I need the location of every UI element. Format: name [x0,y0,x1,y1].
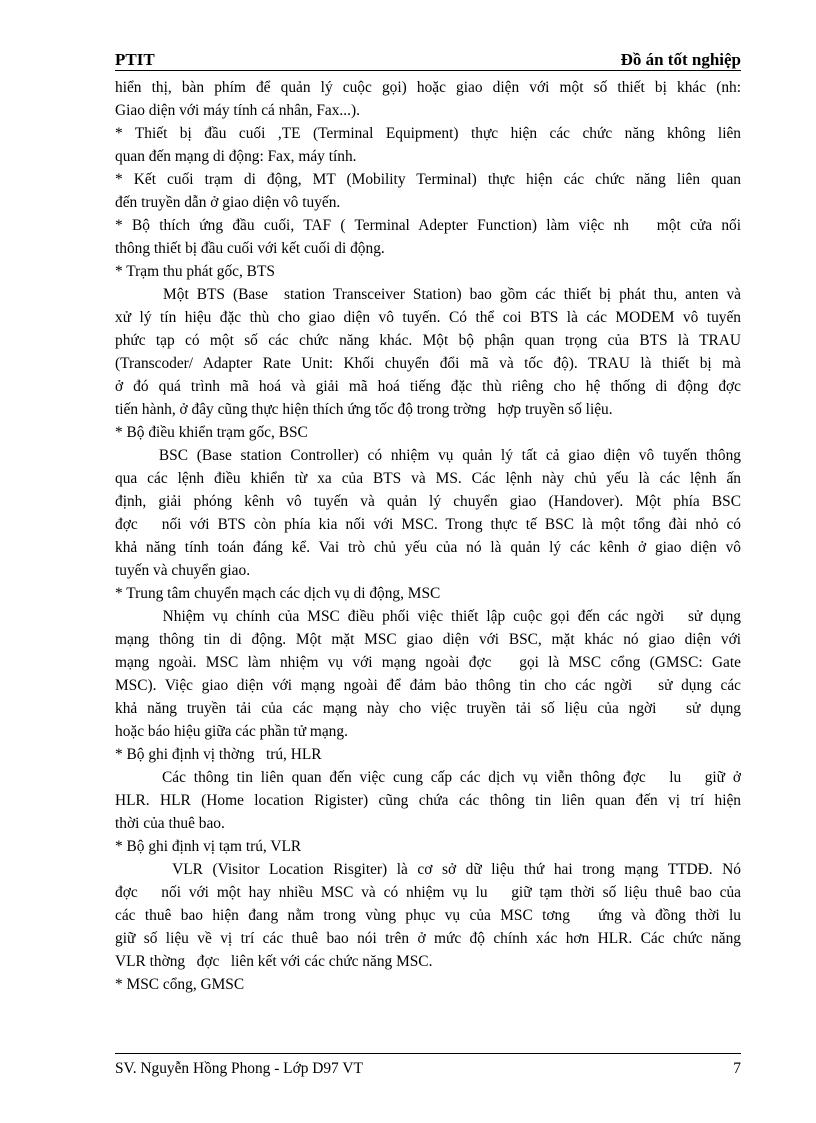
text-line: BSC (Base station Controller) có nhiệm vụ quản lý tất cả giao diện vô tuyến thông [115,447,741,464]
text-line: MSC). Việc giao diện với mạng ngoài để đảm bảo thông tin cho các ngời sử dụng các [115,677,741,694]
section-heading: * Bộ điều khiển trạm gốc, BSC [115,424,308,441]
text-line: khả năng truyền tải của các mạng này cho việc truyền tải số liệu của ngời sử dụng [115,700,741,717]
header-institution: PTIT [115,50,155,69]
text-line: Một BTS (Base station Transceiver Station) bao gồm các thiết bị phát thu, anten và [115,286,741,303]
body-text [115,76,741,996]
page-header [115,50,741,71]
text-line: đến truyền dẫn ở giao diện vô tuyến. [115,194,341,211]
section-heading: * Trung tâm chuyển mạch các dịch vụ di động, MSC [115,585,441,602]
text-line: mạng thông tin di động. Một mặt MSC giao diện với BSC, mặt khác nó giao diện với [115,631,741,648]
text-line: phức tạp có một số các chức năng khác. Một bộ phận quan trọng của BTS là TRAU [115,332,741,349]
text-line: tuyến và chuyển giao. [115,562,251,579]
section-heading: * Bộ ghi định vị thờng trú, HLR [115,746,322,763]
section-heading: * Bộ ghi định vị tạm trú, VLR [115,838,302,855]
text-line: mạng ngoài. MSC làm nhiệm vụ với mạng ngoài đợc gọi là MSC cổng (GMSC: Gate [115,654,741,671]
section-heading: * MSC cổng, GMSC [115,976,245,993]
text-line: hiển thị, bàn phím để quản lý cuộc gọi) hoặc giao diện với một số thiết bị khác (nh: [115,79,741,96]
text-line: quan đến mạng di động: Fax, máy tính. [115,148,357,165]
section-heading: * Trạm thu phát gốc, BTS [115,263,275,280]
text-line: * Kết cuối trạm di động, MT (Mobility Terminal) thực hiện các chức năng liên quan [115,171,741,188]
text-line: tiến hành, ở đây cũng thực hiện thích ứng tốc độ trong trờng hợp truyền số liệu. [115,401,613,418]
text-line: (Transcoder/ Adapter Rate Unit: Khối chuyển đổi mã và tốc độ). TRAU là thiết bị mà [115,355,741,372]
page-footer [115,1053,741,1082]
text-line: thời của thuê bao. [115,815,225,832]
text-line: thông thiết bị đầu cuối với kết cuối di động. [115,240,385,257]
text-line: định, giải phóng kênh vô tuyến và quản lý chuyển giao (Handover). Một phía BSC [115,493,741,510]
footer-author: SV. Nguyễn Hồng Phong - Lớp D97 VT [115,1060,363,1077]
text-line: VLR (Visitor Location Risgiter) là cơ sở dữ liệu thứ hai trong mạng TTDĐ. Nó [115,861,741,878]
text-line: Nhiệm vụ chính của MSC điều phối việc thiết lập cuộc gọi đến các ngời sử dụng [115,608,741,625]
text-line: VLR thờng đợc liên kết với các chức năng MSC. [115,953,433,970]
text-line: khả năng tính toán đáng kể. Vai trò chủ yếu của nó là quản lý các kênh ở giao diện vô [115,539,741,556]
text-line: đợc nối với BTS còn phía kia nối với MSC. Trong thực tế BSC là một tổng đài nhỏ có [115,516,741,533]
text-line: ở đó quá trình mã hoá và giải mã hoá tiếng đặc thù riêng cho hệ thống di động đợc [115,378,741,395]
text-line: * Bộ thích ứng đầu cuối, TAF ( Terminal Adepter Function) làm việc nh một cửa nối [115,217,741,234]
text-line: HLR. HLR (Home location Rigister) cũng chứa các thông tin liên quan đến vị trí hiện [115,792,741,809]
text-line: Các thông tin liên quan đến việc cung cấp các dịch vụ viễn thông đợc lu giữ ở [115,769,741,786]
header-document-title: Đồ án tốt nghiệp [620,50,741,69]
text-line: Giao diện với máy tính cá nhân, Fax...). [115,102,360,119]
text-line: qua các lệnh điều khiển từ xa của BTS và MS. Các lệnh này chủ yếu là các lệnh ấn [115,470,741,487]
text-line: xử lý tín hiệu đặc thù cho giao diện vô tuyến. Có thể coi BTS là các MODEM vô tuyến [115,309,741,326]
page-number: 7 [733,1060,741,1077]
text-line: * Thiết bị đầu cuối ,TE (Terminal Equipment) thực hiện các chức năng không liên [115,125,741,142]
text-line: đợc nối với một hay nhiều MSC và có nhiệm vụ lu giữ tạm thời số liệu thuê bao của [115,884,741,901]
text-line: giữ số liệu về vị trí các thuê bao nói trên ở mức độ chính xác hơn HLR. Các chức năng [115,930,741,947]
text-line: các thuê bao hiện đang nằm trong vùng phục vụ của MSC tơng ứng và đồng thời lu [115,907,741,924]
text-line: hoặc báo hiệu giữa các phần tử mạng. [115,723,348,740]
